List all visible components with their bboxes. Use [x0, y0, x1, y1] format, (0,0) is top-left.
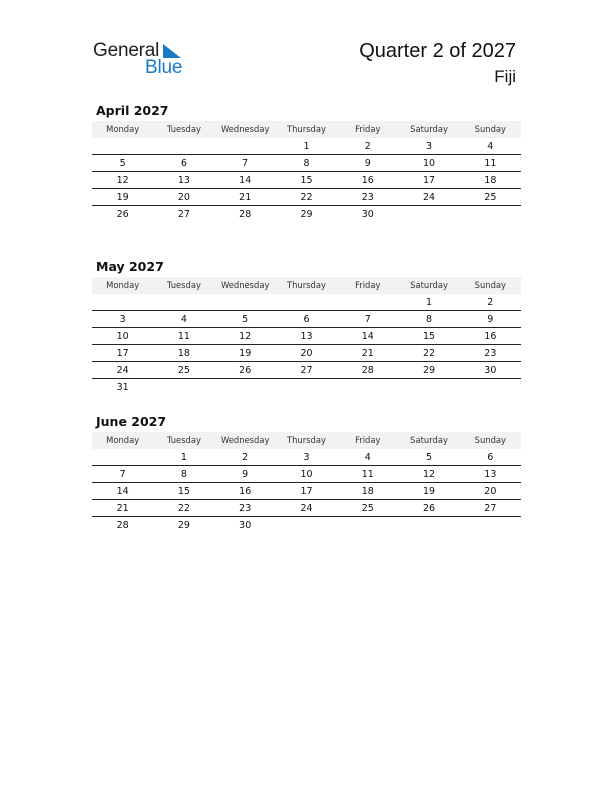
day-cell: 23	[484, 347, 497, 359]
country-name: Fiji	[494, 67, 516, 86]
weekday-header-row	[92, 432, 521, 449]
day-cell: 6	[487, 451, 494, 463]
week-row	[92, 294, 521, 311]
logo-general-text: General	[93, 40, 160, 61]
day-cell: 7	[242, 157, 249, 169]
day-cell: 19	[423, 485, 436, 497]
day-cell: 14	[361, 330, 374, 342]
day-cell: 26	[116, 209, 129, 220]
day-cell: 11	[361, 468, 374, 480]
week-row	[92, 362, 521, 379]
day-cell: 11	[177, 330, 190, 342]
day-cell: 29	[423, 364, 436, 376]
page-title: Quarter 2 of 2027	[359, 40, 516, 62]
day-cell: 24	[423, 191, 436, 203]
weekday-header-monday: Monday	[106, 280, 140, 290]
day-cell: 18	[484, 174, 497, 186]
week-row	[92, 466, 521, 483]
day-cell: 7	[119, 468, 126, 480]
day-cell: 13	[177, 174, 190, 186]
month-april	[92, 103, 521, 223]
week-row	[92, 138, 521, 155]
day-cell: 12	[239, 330, 252, 342]
weekday-header-friday: Friday	[355, 280, 381, 290]
day-cell: 24	[116, 364, 129, 376]
day-cell: 3	[303, 451, 310, 463]
day-cell: 24	[300, 502, 313, 514]
day-cell: 14	[116, 485, 129, 497]
weekday-header-row	[92, 121, 521, 138]
day-cell: 16	[361, 174, 374, 186]
week-row	[92, 206, 521, 223]
weekday-header-wednesday: Wednesday	[220, 124, 270, 134]
day-cell: 23	[361, 191, 374, 203]
day-cell: 30	[361, 209, 374, 220]
weekday-header-sunday: Sunday	[474, 280, 506, 290]
day-cell: 27	[300, 364, 313, 376]
weekday-header-sunday: Sunday	[474, 124, 506, 134]
day-cell: 13	[484, 468, 497, 480]
day-cell: 3	[426, 140, 433, 152]
day-cell: 28	[239, 209, 252, 220]
day-cell: 30	[484, 364, 497, 376]
day-cell: 5	[119, 157, 126, 169]
day-cell: 2	[364, 140, 371, 152]
weekday-header-friday: Friday	[355, 435, 381, 445]
month-june	[92, 414, 521, 534]
day-cell: 20	[177, 191, 190, 203]
weeks-container	[92, 294, 521, 396]
day-cell: 20	[484, 485, 497, 497]
day-cell: 8	[303, 157, 310, 169]
day-cell: 18	[177, 347, 190, 359]
weekday-header-thursday: Thursday	[287, 124, 326, 134]
day-cell: 1	[426, 296, 433, 308]
weekday-header-wednesday: Wednesday	[220, 435, 270, 445]
day-cell: 13	[300, 330, 313, 342]
weekday-header-row	[92, 277, 521, 294]
weekday-header-thursday: Thursday	[287, 435, 326, 445]
week-row	[92, 189, 521, 206]
week-row	[92, 483, 521, 500]
day-cell: 22	[423, 347, 436, 359]
weekday-header-friday: Friday	[355, 124, 381, 134]
day-cell: 10	[116, 330, 129, 342]
day-cell: 17	[423, 174, 436, 186]
day-cell: 26	[239, 364, 252, 376]
day-cell: 27	[484, 502, 497, 514]
day-cell: 31	[116, 382, 129, 393]
month-title: April 2027	[96, 103, 169, 118]
day-cell: 21	[116, 502, 129, 514]
weeks-container	[92, 449, 521, 534]
day-cell: 25	[361, 502, 374, 514]
weekday-header-saturday: Saturday	[410, 280, 448, 290]
day-cell: 6	[180, 157, 187, 169]
day-cell: 23	[239, 502, 252, 514]
week-row	[92, 517, 521, 534]
day-cell: 25	[177, 364, 190, 376]
day-cell: 3	[119, 313, 126, 325]
day-cell: 25	[484, 191, 497, 203]
day-cell: 2	[242, 451, 249, 463]
week-row	[92, 172, 521, 189]
day-cell: 21	[239, 191, 252, 203]
month-title: May 2027	[96, 259, 164, 274]
weeks-container	[92, 138, 521, 223]
logo-blue-text: Blue	[145, 57, 183, 78]
weekday-header-saturday: Saturday	[410, 124, 448, 134]
weekday-header-wednesday: Wednesday	[220, 280, 270, 290]
day-cell: 12	[423, 468, 436, 480]
day-cell: 11	[484, 157, 497, 169]
day-cell: 8	[180, 468, 187, 480]
day-cell: 28	[116, 520, 129, 531]
day-cell: 8	[426, 313, 433, 325]
day-cell: 17	[116, 347, 129, 359]
day-cell: 22	[300, 191, 313, 203]
day-cell: 1	[180, 451, 187, 463]
day-cell: 6	[303, 313, 310, 325]
week-row	[92, 449, 521, 466]
day-cell: 29	[177, 520, 190, 531]
day-cell: 12	[116, 174, 129, 186]
day-cell: 29	[300, 209, 313, 220]
day-cell: 15	[177, 485, 190, 497]
week-row	[92, 500, 521, 517]
day-cell: 7	[364, 313, 371, 325]
weekday-header-tuesday: Tuesday	[166, 435, 201, 445]
day-cell: 15	[300, 174, 313, 186]
day-cell: 30	[239, 520, 252, 531]
weekday-header-tuesday: Tuesday	[166, 280, 201, 290]
day-cell: 5	[426, 451, 433, 463]
day-cell: 19	[239, 347, 252, 359]
day-cell: 19	[116, 191, 129, 203]
week-row	[92, 379, 521, 396]
month-may	[92, 259, 521, 396]
weekday-header-thursday: Thursday	[287, 280, 326, 290]
day-cell: 2	[487, 296, 494, 308]
week-row	[92, 155, 521, 172]
day-cell: 28	[361, 364, 374, 376]
weekday-header-sunday: Sunday	[474, 435, 506, 445]
week-row	[92, 311, 521, 328]
day-cell: 1	[303, 140, 310, 152]
day-cell: 15	[423, 330, 436, 342]
day-cell: 10	[423, 157, 436, 169]
month-title: June 2027	[96, 414, 167, 429]
day-cell: 26	[423, 502, 436, 514]
day-cell: 9	[364, 157, 371, 169]
weekday-header-monday: Monday	[106, 435, 140, 445]
weekday-header-monday: Monday	[106, 124, 140, 134]
day-cell: 22	[177, 502, 190, 514]
day-cell: 4	[180, 313, 187, 325]
day-cell: 5	[242, 313, 249, 325]
day-cell: 10	[300, 468, 313, 480]
day-cell: 18	[361, 485, 374, 497]
weekday-header-saturday: Saturday	[410, 435, 448, 445]
day-cell: 17	[300, 485, 313, 497]
week-row	[92, 345, 521, 362]
day-cell: 21	[361, 347, 374, 359]
week-row	[92, 328, 521, 345]
day-cell: 9	[487, 313, 494, 325]
generalblue-logo	[93, 40, 193, 80]
day-cell: 16	[484, 330, 497, 342]
day-cell: 4	[487, 140, 494, 152]
day-cell: 9	[242, 468, 249, 480]
day-cell: 14	[239, 174, 252, 186]
weekday-header-tuesday: Tuesday	[166, 124, 201, 134]
day-cell: 20	[300, 347, 313, 359]
day-cell: 16	[239, 485, 252, 497]
day-cell: 27	[177, 209, 190, 220]
day-cell: 4	[364, 451, 371, 463]
